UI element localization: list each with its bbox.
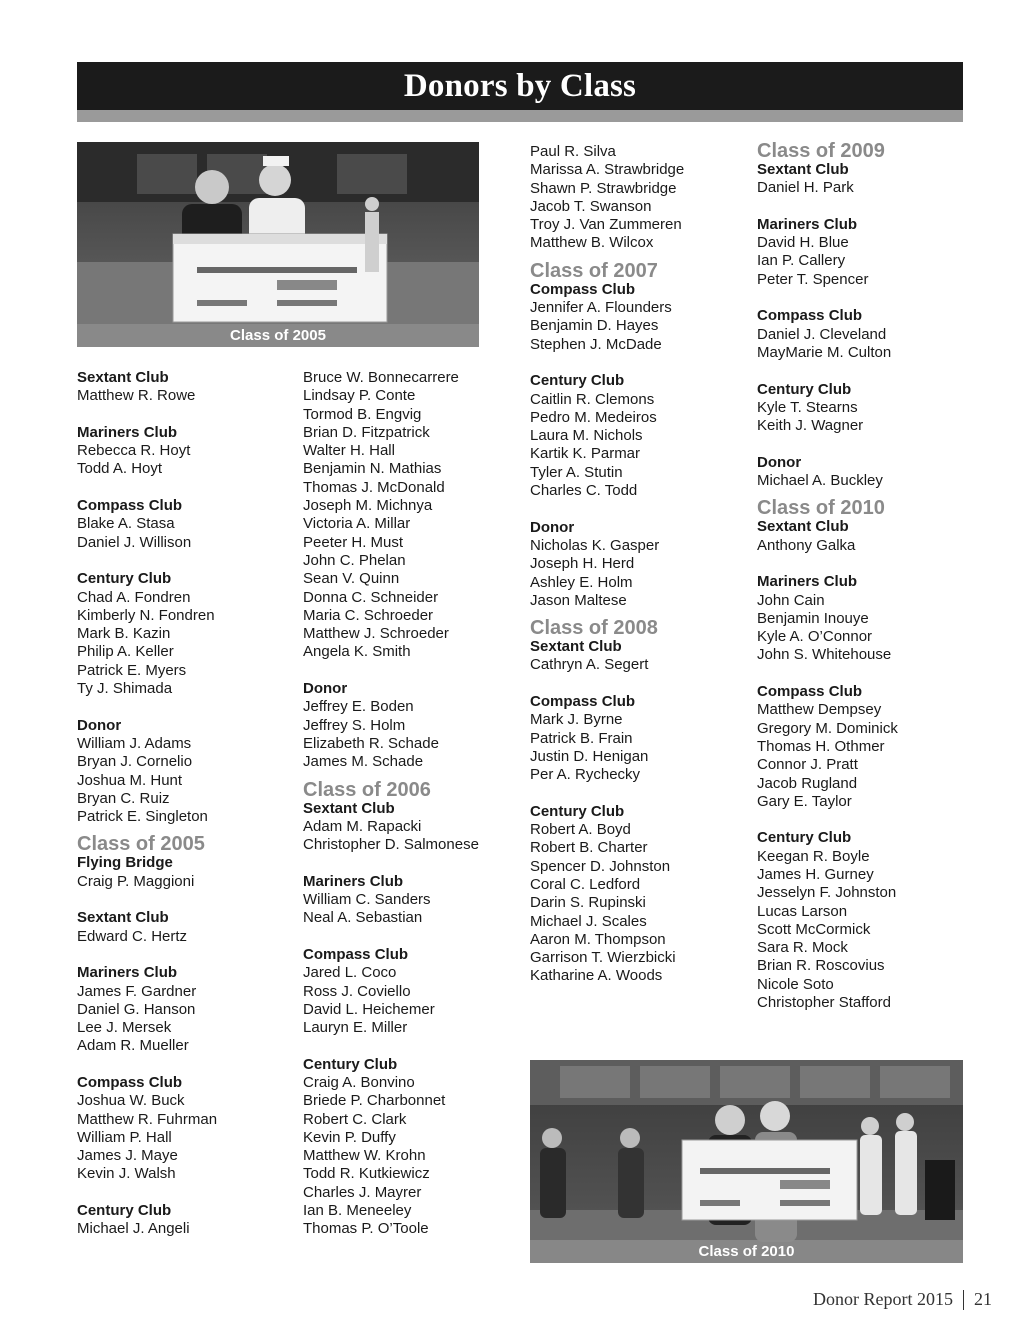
photo-caption: Class of 2005 — [77, 324, 479, 347]
donor-name: John S. Whitehouse — [757, 646, 892, 664]
class-heading: Class of 2006 — [303, 778, 431, 801]
spacer — [757, 198, 972, 216]
donor-name: Laura M. Nichols — [530, 427, 643, 445]
donor-name: Blake A. Stasa — [77, 515, 175, 533]
donor-name: Matthew R. Fuhrman — [77, 1110, 218, 1128]
donor-name: Elizabeth R. Schade — [303, 734, 439, 752]
donor-name: Matthew R. Rowe — [77, 387, 196, 405]
spacer — [530, 354, 745, 372]
donor-name: Kyle A. O’Connor — [757, 628, 873, 646]
donor-name: Kimberly N. Fondren — [77, 606, 215, 624]
spacer — [757, 555, 972, 573]
donor-name: Shawn P. Strawbridge — [530, 179, 677, 197]
donor-name: Ian P. Callery — [757, 252, 846, 270]
spacer — [303, 928, 518, 946]
donor-name: William C. Sanders — [303, 891, 431, 909]
spacer — [757, 811, 972, 829]
donor-name: Todd A. Hoyt — [77, 460, 163, 478]
donor-name: Robert B. Charter — [530, 839, 648, 857]
donor-name: Lee J. Mersek — [77, 1019, 172, 1037]
spacer — [77, 406, 292, 424]
donor-name: Benjamin D. Hayes — [530, 317, 659, 335]
donor-name: Jacob Rugland — [757, 774, 858, 792]
donor-name: Ian B. Meneeley — [303, 1202, 412, 1220]
donor-name: Benjamin N. Mathias — [303, 460, 442, 478]
donor-name: Edward C. Hertz — [77, 927, 188, 945]
donor-name: Stephen J. McDade — [530, 335, 662, 353]
donor-name: Sean V. Quinn — [303, 570, 400, 588]
donor-name: Daniel J. Cleveland — [757, 325, 887, 343]
donor-column-4 — [757, 141, 972, 1012]
club-heading: Sextant Club — [77, 369, 169, 386]
photo-class-2005 — [77, 142, 479, 347]
spacer — [303, 854, 518, 872]
donor-name: James M. Schade — [303, 753, 424, 771]
donor-name: David H. Blue — [757, 234, 849, 252]
donor-name: Mark B. Kazin — [77, 625, 171, 643]
club-heading: Donor — [530, 518, 575, 536]
donor-column-2 — [303, 369, 518, 1239]
donor-name: Katharine A. Woods — [530, 967, 663, 985]
donor-name: Peter T. Spencer — [757, 270, 869, 288]
donor-name: Robert C. Clark — [303, 1110, 407, 1128]
donor-name: Daniel G. Hanson — [77, 1000, 196, 1018]
donor-name: Daniel H. Park — [757, 179, 854, 197]
club-heading: Compass Club — [757, 683, 863, 701]
page-title: Donors by Class — [403, 67, 637, 104]
donor-name: Pedro M. Medeiros — [530, 408, 657, 426]
donor-name: Walter H. Hall — [303, 442, 395, 460]
donor-name: Troy J. Van Zummeren — [530, 216, 682, 234]
donor-name: Lauryn E. Miller — [303, 1019, 408, 1037]
donor-name: Caitlin R. Clemons — [530, 390, 655, 408]
donor-name: Scott McCormick — [757, 920, 871, 938]
donor-name: Craig A. Bonvino — [303, 1073, 415, 1091]
club-heading: Mariners Club — [77, 423, 178, 441]
donor-name: Sara R. Mock — [757, 939, 848, 957]
donor-name: Darin S. Rupinski — [530, 894, 646, 912]
donor-name: Brian D. Fitzpatrick — [303, 423, 430, 441]
footer-report-title: Donor Report 2015 — [813, 1289, 953, 1309]
donor-name: John C. Phelan — [303, 551, 406, 569]
donor-name: Jeffrey S. Holm — [303, 716, 406, 734]
donor-name: Rebecca R. Hoyt — [77, 442, 191, 460]
donor-name: MayMarie M. Culton — [757, 343, 892, 361]
donor-name: Jeffrey E. Boden — [303, 698, 414, 716]
donor-name: Bruce W. Bonnecarrere — [303, 369, 459, 386]
club-heading: Century Club — [530, 372, 625, 390]
donor-name: Christopher Stafford — [757, 994, 891, 1012]
donor-name: Michael J. Scales — [530, 912, 647, 930]
donor-name: Daniel J. Willison — [77, 533, 192, 551]
spacer — [303, 662, 518, 680]
photo-caption: Class of 2010 — [530, 1240, 963, 1263]
donor-name: James J. Maye — [77, 1147, 178, 1165]
donor-column-3 — [530, 143, 745, 986]
club-heading: Sextant Club — [757, 518, 849, 536]
donor-name: Joseph H. Herd — [530, 555, 635, 573]
donor-name: Brian R. Roscovius — [757, 957, 885, 975]
donor-name: Briede P. Charbonnet — [303, 1092, 446, 1110]
donor-name: Craig P. Maggioni — [77, 872, 195, 890]
donor-name: Jason Maltese — [530, 591, 627, 609]
club-heading: Donor — [303, 680, 348, 698]
donor-name: Matthew Dempsey — [757, 701, 882, 719]
club-heading: Compass Club — [303, 945, 409, 963]
spacer — [77, 479, 292, 497]
donor-name: Benjamin Inouye — [757, 609, 869, 627]
footer-divider — [963, 1290, 964, 1310]
donor-name: James H. Gurney — [757, 865, 874, 883]
page-number: 21 — [974, 1289, 992, 1309]
donor-name: Adam R. Mueller — [77, 1037, 189, 1055]
club-heading: Compass Club — [530, 693, 636, 711]
donor-name: Christopher D. Salmonese — [303, 836, 479, 854]
donor-name: Cathryn A. Segert — [530, 656, 649, 674]
donor-name: David L. Heichemer — [303, 1000, 435, 1018]
donor-name: Paul R. Silva — [530, 143, 616, 160]
donor-name: Tyler A. Stutin — [530, 463, 623, 481]
donor-name: Aaron M. Thompson — [530, 930, 666, 948]
donor-name: Philip A. Keller — [77, 643, 174, 661]
donor-name: Bryan J. Cornelio — [77, 753, 193, 771]
donor-name: Peeter H. Must — [303, 533, 404, 551]
donor-name: Patrick E. Myers — [77, 661, 187, 679]
photo-scene — [530, 1060, 963, 1263]
donor-name: Anthony Galka — [757, 536, 856, 554]
donor-name: Angela K. Smith — [303, 643, 411, 661]
donor-name: Thomas J. McDonald — [303, 478, 445, 496]
class-heading: Class of 2008 — [530, 617, 658, 640]
club-heading: Century Club — [77, 1202, 172, 1220]
spacer — [530, 675, 745, 693]
donor-name: Joshua W. Buck — [77, 1092, 185, 1110]
donor-name: Neal A. Sebastian — [303, 909, 423, 927]
donor-name: Charles J. Mayrer — [303, 1183, 422, 1201]
donor-name: Victoria A. Millar — [303, 515, 411, 533]
donor-name: Gary E. Taylor — [757, 792, 852, 810]
donor-name: Gregory M. Dominick — [757, 719, 898, 737]
donor-name: Garrison T. Wierzbicki — [530, 949, 676, 967]
donor-name: Chad A. Fondren — [77, 588, 191, 606]
donor-name: Ty J. Shimada — [77, 680, 173, 698]
donor-name: Jacob T. Swanson — [530, 197, 652, 215]
title-bar — [77, 62, 963, 110]
spacer — [757, 362, 972, 380]
donor-name: Kartik K. Parmar — [530, 445, 641, 463]
donor-name: Michael A. Buckley — [757, 472, 883, 490]
club-heading: Century Club — [757, 380, 852, 398]
donor-name: Joseph M. Michnya — [303, 497, 433, 515]
club-heading: Compass Club — [77, 497, 183, 515]
donor-name: Matthew B. Wilcox — [530, 234, 654, 252]
title-underbar — [77, 110, 963, 122]
donor-name: Lucas Larson — [757, 902, 848, 920]
donor-name: Patrick E. Singleton — [77, 808, 208, 826]
donor-name: Donna C. Schneider — [303, 588, 439, 606]
donor-name: Justin D. Henigan — [530, 747, 649, 765]
club-heading: Mariners Club — [757, 215, 858, 233]
club-heading: Century Club — [77, 570, 172, 588]
spacer — [757, 665, 972, 683]
donor-name: Keith J. Wagner — [757, 417, 864, 435]
club-heading: Compass Club — [77, 1073, 183, 1091]
club-heading: Mariners Club — [77, 964, 178, 982]
page-footer — [813, 1289, 992, 1310]
club-heading: Sextant Club — [530, 638, 622, 656]
donor-name: Michael J. Angeli — [77, 1220, 190, 1238]
donor-name: Spencer D. Johnston — [530, 857, 671, 875]
club-heading: Sextant Club — [77, 909, 169, 927]
donor-name: Kevin P. Duffy — [303, 1128, 396, 1146]
donor-name: William P. Hall — [77, 1128, 172, 1146]
donor-name: Adam M. Rapacki — [303, 817, 422, 835]
donor-name: Robert A. Boyd — [530, 821, 631, 839]
spacer — [77, 552, 292, 570]
photo-class-2010 — [530, 1060, 963, 1263]
club-heading: Mariners Club — [757, 573, 858, 591]
donor-name: Tormod B. Engvig — [303, 405, 422, 423]
donor-name: Matthew J. Schroeder — [303, 625, 449, 643]
donor-name: Kevin J. Walsh — [77, 1165, 176, 1183]
club-heading: Century Club — [303, 1055, 398, 1073]
donor-name: Matthew W. Krohn — [303, 1147, 426, 1165]
donor-name: Kyle T. Stearns — [757, 398, 858, 416]
club-heading: Flying Bridge — [77, 854, 173, 872]
spacer — [530, 785, 745, 803]
donor-name: John Cain — [757, 591, 825, 609]
club-heading: Donor — [757, 453, 802, 471]
club-heading: Compass Club — [530, 280, 636, 298]
donor-name: Per A. Rychecky — [530, 766, 641, 784]
donor-name: Charles C. Todd — [530, 482, 638, 500]
donor-name: Connor J. Pratt — [757, 756, 858, 774]
donor-name: Joshua M. Hunt — [77, 771, 183, 789]
class-heading: Class of 2010 — [757, 497, 885, 520]
donor-name: Keegan R. Boyle — [757, 847, 870, 865]
donor-name: Nicole Soto — [757, 975, 834, 993]
club-heading: Donor — [77, 716, 122, 734]
club-heading: Century Club — [757, 829, 852, 847]
donor-name: James F. Gardner — [77, 982, 197, 1000]
spacer — [77, 891, 292, 909]
club-heading: Century Club — [530, 802, 625, 820]
spacer — [77, 946, 292, 964]
donor-name: Todd R. Kutkiewicz — [303, 1165, 430, 1183]
donor-name: Lindsay P. Conte — [303, 387, 416, 405]
donor-name: Patrick B. Frain — [530, 729, 633, 747]
donor-name: Jesselyn F. Johnston — [757, 884, 897, 902]
donor-name: Jared L. Coco — [303, 964, 397, 982]
spacer — [77, 698, 292, 716]
class-heading: Class of 2007 — [530, 259, 658, 282]
spacer — [530, 500, 745, 518]
donor-column-1 — [77, 369, 292, 1239]
donor-name: Marissa A. Strawbridge — [530, 161, 685, 179]
donor-name: Thomas H. Othmer — [757, 737, 885, 755]
photo-scene — [77, 142, 479, 347]
donor-name: Nicholas K. Gasper — [530, 536, 660, 554]
class-heading: Class of 2009 — [757, 140, 885, 162]
donor-name: Jennifer A. Flounders — [530, 299, 672, 317]
donor-name: Maria C. Schroeder — [303, 606, 434, 624]
donor-name: William J. Adams — [77, 734, 192, 752]
spacer — [303, 1037, 518, 1055]
spacer — [757, 435, 972, 453]
donor-name: Ross J. Coviello — [303, 982, 411, 1000]
donor-name: Thomas P. O’Toole — [303, 1220, 429, 1238]
club-heading: Compass Club — [757, 307, 863, 325]
donor-name: Coral C. Ledford — [530, 875, 641, 893]
club-heading: Sextant Club — [757, 161, 849, 178]
spacer — [77, 1184, 292, 1202]
class-heading: Class of 2005 — [77, 833, 205, 856]
club-heading: Sextant Club — [303, 799, 395, 817]
title-banner — [77, 62, 963, 122]
donor-name: Mark J. Byrne — [530, 711, 623, 729]
donor-name: Bryan C. Ruiz — [77, 789, 170, 807]
spacer — [77, 1056, 292, 1074]
spacer — [757, 289, 972, 307]
club-heading: Mariners Club — [303, 872, 404, 890]
donor-name: Ashley E. Holm — [530, 573, 633, 591]
